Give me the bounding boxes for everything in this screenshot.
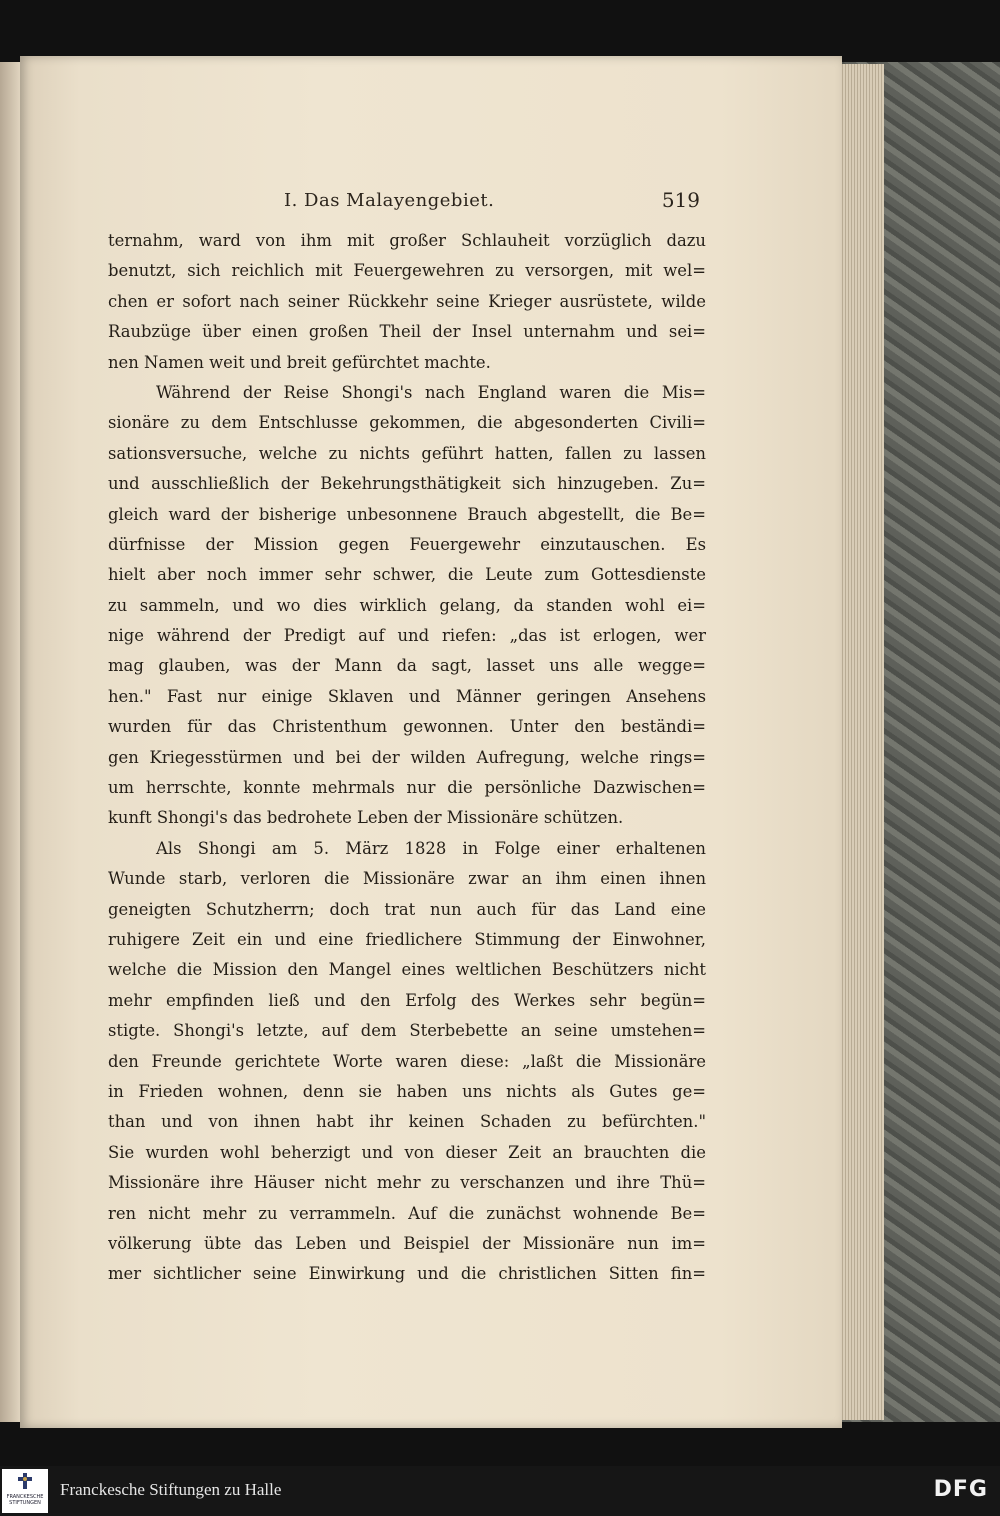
text-line: chen er sofort nach seiner Rückkehr seine Krieger ausrüstete, wilde: [108, 291, 706, 311]
text-line: sationsversuche, welche zu nichts geführt hatten, fallen zu lassen: [108, 443, 706, 463]
text-line: in Frieden wohnen, denn sie haben uns nichts als Gutes ge=: [108, 1081, 706, 1101]
text-line: völkerung übte das Leben und Beispiel der Missionäre nun im=: [108, 1233, 706, 1253]
text-line: Raubzüge über einen großen Theil der Insel unternahm und sei=: [108, 322, 706, 342]
text-line: mer sichtlicher seine Einwirkung und die christlichen Sitten fin=: [108, 1264, 706, 1284]
page-number: 519: [661, 188, 700, 212]
dfg-logo[interactable]: DFG: [933, 1477, 988, 1502]
left-page-edge: [0, 62, 20, 1422]
text-line: wurden für das Christenthum gewonnen. Unter den beständi=: [108, 717, 706, 737]
running-header: [270, 188, 700, 218]
viewer-footer: [0, 1466, 1000, 1516]
text-line: dürfnisse der Mission gegen Feuergewehr einzutauschen. Es: [108, 534, 706, 554]
text-line: um herrschte, konnte mehrmals nur die persönliche Dazwischen=: [108, 778, 706, 798]
text-line: Missionäre ihre Häuser nicht mehr zu verschanzen und ihre Thü=: [108, 1173, 706, 1193]
text-line: ruhigere Zeit ein und eine friedlichere Stimmung der Einwohner,: [108, 929, 706, 949]
page-block-edge: [840, 64, 884, 1420]
institution-logo[interactable]: [2, 1469, 48, 1513]
text-line: Als Shongi am 5. März 1828 in Folge einer erhaltenen: [156, 838, 706, 858]
crest-icon: [16, 1472, 34, 1490]
running-header-title: I. Das Malayengebiet.: [284, 190, 495, 211]
institution-logo-text: FRANCKESCHE STIFTUNGEN: [6, 1494, 44, 1506]
text-line: nen Namen weit und breit gefürchtet machte.: [108, 352, 491, 372]
text-line: ternahm, ward von ihm mit großer Schlauheit vorzüglich dazu: [108, 231, 706, 250]
text-line: kunft Shongi's das bedrohete Leben der Missionäre schützen.: [108, 808, 624, 828]
text-line: hielt aber noch immer sehr schwer, die Leute zum Gottesdienste: [108, 565, 706, 585]
text-line: stigte. Shongi's letzte, auf dem Sterbebette an seine umstehen=: [108, 1021, 706, 1041]
text-line: benutzt, sich reichlich mit Feuergewehren zu versorgen, mit wel=: [108, 261, 706, 281]
text-line: mag glauben, was der Mann da sagt, lasset uns alle wegge=: [108, 656, 706, 676]
text-line: sionäre zu dem Entschlusse gekommen, die abgesonderten Civili=: [108, 413, 706, 433]
text-line: nige während der Predigt auf und riefen: „das ist erlogen, wer: [108, 626, 706, 646]
text-line: Sie wurden wohl beherzigt und von dieser Zeit an brauchten die: [108, 1142, 706, 1162]
text-line: gleich ward der bisherige unbesonnene Brauch abgestellt, die Be=: [108, 504, 706, 524]
text-line: zu sammeln, und wo dies wirklich gelang, da standen wohl ei=: [108, 595, 706, 615]
text-line: hen." Fast nur einige Sklaven und Männer geringen Ansehens: [108, 686, 706, 706]
text-line: gen Kriegesstürmen und bei der wilden Aufregung, welche rings=: [108, 747, 706, 767]
institution-name[interactable]: Franckesche Stiftungen zu Halle: [60, 1480, 282, 1499]
text-line: geneigten Schutzherrn; doch trat nun auch für das Land eine: [108, 899, 706, 919]
text-line: welche die Mission den Mangel eines weltlichen Beschützers nicht: [108, 960, 706, 980]
text-line: Wunde starb, verloren die Missionäre zwar an ihm einen ihnen: [108, 869, 706, 889]
text-line: mehr empfinden ließ und den Erfolg des Werkes sehr begün=: [108, 990, 706, 1010]
body-text: [108, 226, 706, 1290]
text-line: den Freunde gerichtete Worte waren diese: „laßt die Missionäre: [108, 1051, 706, 1071]
text-line: than und von ihnen habt ihr keinen Schaden zu befürchten.": [108, 1112, 706, 1132]
text-line: Während der Reise Shongi's nach England waren die Mis=: [156, 382, 706, 402]
text-line: und ausschließlich der Bekehrungsthätigkeit sich hinzugeben. Zu=: [108, 474, 706, 494]
text-line: ren nicht mehr zu verrammeln. Auf die zunächst wohnende Be=: [108, 1203, 706, 1223]
